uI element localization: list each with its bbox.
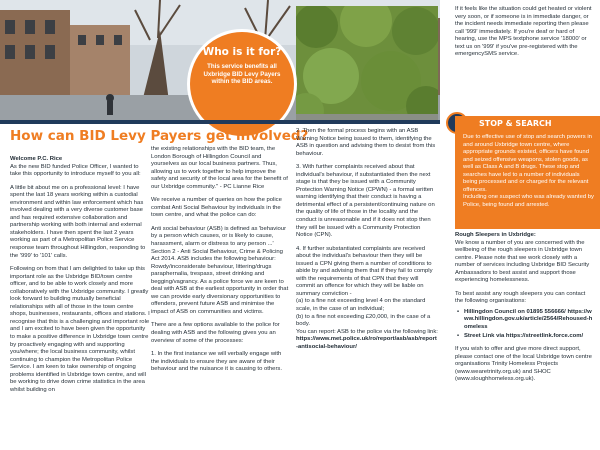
rough-sleepers-text-1: We know a number of you are concerned with the wellbeing of the rough sleepers in Uxbridge town centre. Please note that we work closely with a number of services including Uxbridge BID Security Ambassadors to best assist and support those experiencing homelessness. <box>455 239 590 284</box>
organisations-list <box>455 309 593 340</box>
step-1-paragraph: 1. In the first instance we will verbally engage with the individuals to ensure they are aware of their behaviour and the nuisance it is causing to others. <box>151 351 282 373</box>
shrub-photo <box>296 6 438 124</box>
rough-sleepers-text-2: To best assist any rough sleepers you can contact the following organisations: <box>455 290 586 305</box>
hillingdon-council-link[interactable]: Hillingdon Council on 01895 556666/ https://www.hillingdon.gov.uk/article/2564/Rehoused-homeless <box>464 308 593 331</box>
rough-sleepers-title: Rough Sleepers in Uxbridge: <box>455 232 536 238</box>
about-paragraph: A little bit about me on a professional level: I have spent the last 18 years working within a custodial environment and within law enforcement which has involved dealing with a very diverse customer base and has required extensive collaboration and partnership working with both internal and external stakeholders. I have then spent the last 2 years working as part of a Metropolitan Police Service response team throughout Hillingdon, responding to the '999' to '101' calls. <box>10 184 146 259</box>
stop-search-text-1: Due to effective use of stop and search powers in and around Uxbridge town centre, where appropriate grounds existed, officers have found and seized offensive weapons, stolen goods, as well as Class A and B drugs. These stop and searches have led to a number of individuals being processed and or charged for the relevant offences. <box>463 134 592 193</box>
stop-search-title: STOP & SEARCH <box>455 116 600 131</box>
step-2-paragraph: 2. Then the formal process begins with an ASB Warning Notice being issued to them, identifying the ASB in question and advising them to desist from this behaviour. <box>296 128 436 157</box>
fine-line-a: (a) to a fine not exceeding level 4 on the standard scale, in the case of an individual; <box>296 298 426 313</box>
welcome-text: As the new BID funded Police Officer, I wanted to take this opportunity to introduce myself to you all: <box>10 163 141 178</box>
list-item <box>455 309 593 332</box>
who-text: This service benefits all Uxbridge BID Levy Payers within the BID areas. <box>203 63 281 86</box>
column-1 <box>10 156 150 448</box>
asb-definition-paragraph: Anti social behaviour (ASB) is defined as 'behaviour by a person which causes, or is likely to cause, harassment, alarm or distress to any person ...' Section 2 - Anti Social Behaviour, Crime & Policing Act 2014. ASB includes the following behaviour: Rowdy/inconsiderate behaviour, littering/drugs paraphernalia, trespass, street drinking and begging/vagrancy. As a police force we are keen to deal with ASB at the earliest opportunity in order that we can provide early diversionary opportunities to offenders, prevent future ASB and minimise the impact of ASB on communities and victims. <box>151 225 289 315</box>
rough-sleepers-paragraph <box>455 232 593 285</box>
main-heading: How can BID Levy Payers get involved? <box>10 128 309 144</box>
navy-divider <box>0 120 440 124</box>
queries-paragraph: We receive a number of queries on how the police combat Anti Social Behaviour by individuals in the town centre, and what the police can do: <box>151 197 282 219</box>
stop-search-box <box>455 131 600 229</box>
stop-search-text-2: Including one suspect who was already wanted by Police, being found and arrested. <box>463 194 594 208</box>
rough-sleepers-section <box>455 232 593 390</box>
report-intro: You can report: ASB to the police via the following link: <box>296 328 438 335</box>
column-4-top <box>455 6 593 116</box>
rough-sleepers-text-3: If you wish to offer and give more direct support, please contact one of the local Uxbridge town centre organisations Trinity Homeless Projects (www.wearetrinity.org.uk) and SHOC (www.sloughhomeless.org.uk). <box>455 346 592 383</box>
options-paragraph: There are a few options available to the police for dealing with ASB and the following gives you an overview of some of the processes: <box>151 322 280 344</box>
who-title: Who is it for? <box>202 46 282 58</box>
column-2 <box>151 146 291 448</box>
welcome-paragraph <box>10 156 150 179</box>
bullet-icon: • <box>457 332 460 339</box>
welcome-title: Welcome P.C. Rice <box>10 156 63 162</box>
bullet-icon: • <box>457 308 460 315</box>
report-link[interactable]: https://www.met.police.uk/ro/report/asb/asb/report-antisocial-behaviour/ <box>296 336 437 350</box>
fine-line-b: (b) to a fine not exceeding £20,000, in the case of a body. <box>296 313 431 328</box>
role-paragraph: Following on from that I am delighted to take up this important role as the Uxbridge BID/town centre officer, and to be able to work closely and more collaboratively with the Uxbridge community. I greatly look forward to building mutually beneficial relationships with all of those in the town centre shops, businesses, restaurants, offices and stations. I recognise that this is a challenging and important role and I am excited to have been given the opportunity to make a positive difference in Uxbridge town centre by proactively engaging with and supporting you/where; the local business community, whilst continuing to champion the Metropolitan Police Service. I am keen to take ownership of ongoing problems identified in Uxbridge town centre, and will be working to drive down crime statistics in the area whilst building on <box>10 266 150 393</box>
relationships-paragraph: the existing relationships with the BID team, the London Borough of Hillingdon Council and yourselves as our local business partners. Thus, allowing us to work together to help improve the safety and security of the local area for the benefit of our Uxbridge community." - PC Lianne Rice <box>151 146 288 190</box>
step-4-paragraph: 4. If further substantiated complaints are received about the individual's behaviour then they will be issued a CPN giving them a number of conditions to abide by and advising them that if they fail to comply with the requirements of that CPN that they will commit an offence for which they will be liable on summary conviction - <box>296 245 433 297</box>
column-3 <box>296 128 438 448</box>
emergency-paragraph: If it feels like the situation could get heated or violent very soon, or if someone is in immediate danger, or the incident needs immediate reporting then please call '999' immediately. If you're deaf or hard of hearing, use the MPS textphone service '18000' or text us on '999' if you've pre-registered with the emergencySMS service. <box>455 6 592 58</box>
step-3-paragraph: 3. With further complaints received about that individual's behaviour, if substantiated then the next stage is that they be issued with a Community Protection Warning Notice (CPWN) - a formal written warning identifying that their conduct is having a detrimental effect of a persistent/continuing nature on the quality of life of those in the locality and the conduct is unreasonable and if it does not stop then they will be issued with a Community Protection Notice (CPN). <box>296 164 435 239</box>
list-item <box>455 333 593 341</box>
streetlink-link[interactable]: Street Link via https://streetlink.force.com/ <box>464 332 584 339</box>
